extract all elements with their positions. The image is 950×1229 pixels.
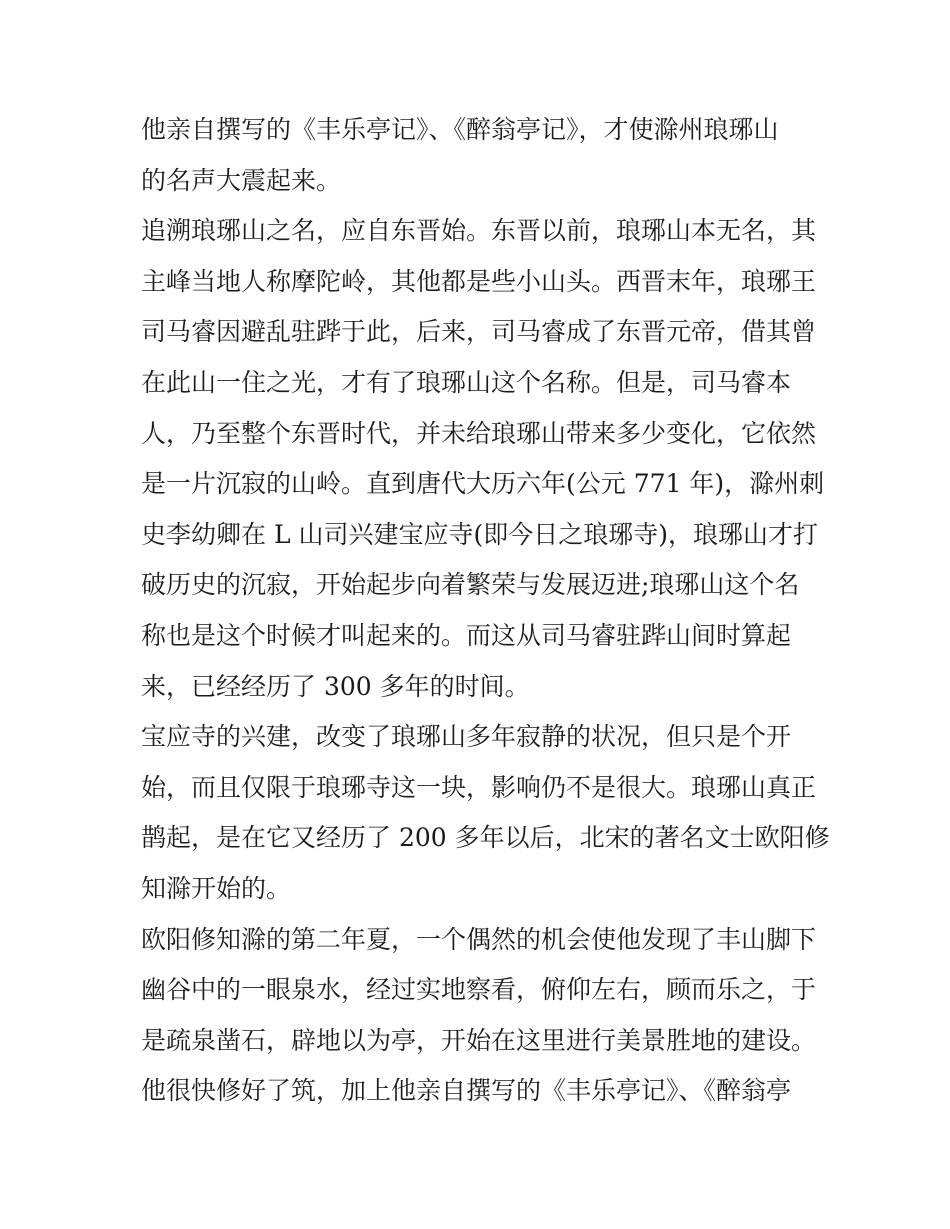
text-line: 来，已经经历了 300 多年的时间。 <box>141 671 530 701</box>
text-line: 史李幼卿在 L 山司兴建宝应寺(即今日之琅琊寺)，琅琊山才打 <box>141 519 819 549</box>
text-line: 追溯琅琊山之名，应自东晋始。东晋以前，琅琊山本无名，其 <box>141 216 817 246</box>
text-line: 欧阳修知滁的第二年夏，一个偶然的机会使他发现了丰山脚下 <box>141 924 817 954</box>
text-line: 在此山一住之光，才有了琅琊山这个名称。但是，司马睿本 <box>141 367 792 397</box>
text-line: 幽谷中的一眼泉水，经过实地察看，俯仰左右，顾而乐之，于 <box>141 975 817 1005</box>
text-line: 他亲自撰写的《丰乐亭记》、《醉翁亭记》，才使滁州琅琊山 <box>141 115 779 144</box>
text-line: 鹊起，是在它又经历了 200 多年以后，北宋的著名文士欧阳修 <box>141 823 830 853</box>
text-line: 的名声大震起来。 <box>141 165 342 195</box>
body-text <box>141 105 830 1117</box>
text-line: 司马睿因避乱驻跸于此，后来，司马睿成了东晋元帝，借其曾 <box>141 317 817 347</box>
text-line: 宝应寺的兴建，改变了琅琊山多年寂静的状况，但只是个开 <box>141 722 792 752</box>
text-line: 是疏泉凿石，辟地以为亭，开始在这里进行美景胜地的建设。 <box>141 1025 817 1055</box>
text-line: 称也是这个时候才叫起来的。而这从司马睿驻跸山间时算起 <box>141 620 792 650</box>
text-line: 破历史的沉寂，开始起步向着繁荣与发展迈进;琅琊山这个名 <box>141 570 800 600</box>
text-line: 知滁开始的。 <box>141 873 292 903</box>
text-line: 人，乃至整个东晋时代，并未给琅琊山带来多少变化，它依然 <box>141 418 817 448</box>
text-line: 始，而且仅限于琅琊寺这一块，影响仍不是很大。琅琊山真正 <box>141 772 817 802</box>
text-line: 是一片沉寂的山岭。直到唐代大历六年(公元 771 年)，滁州刺 <box>141 469 825 499</box>
text-line: 主峰当地人称摩陀岭，其他都是些小山头。西晋末年，琅琊王 <box>141 266 817 296</box>
text-line: 他很快修好了筑，加上他亲自撰写的《丰乐亭记》、《醉翁亭 <box>141 1076 792 1106</box>
